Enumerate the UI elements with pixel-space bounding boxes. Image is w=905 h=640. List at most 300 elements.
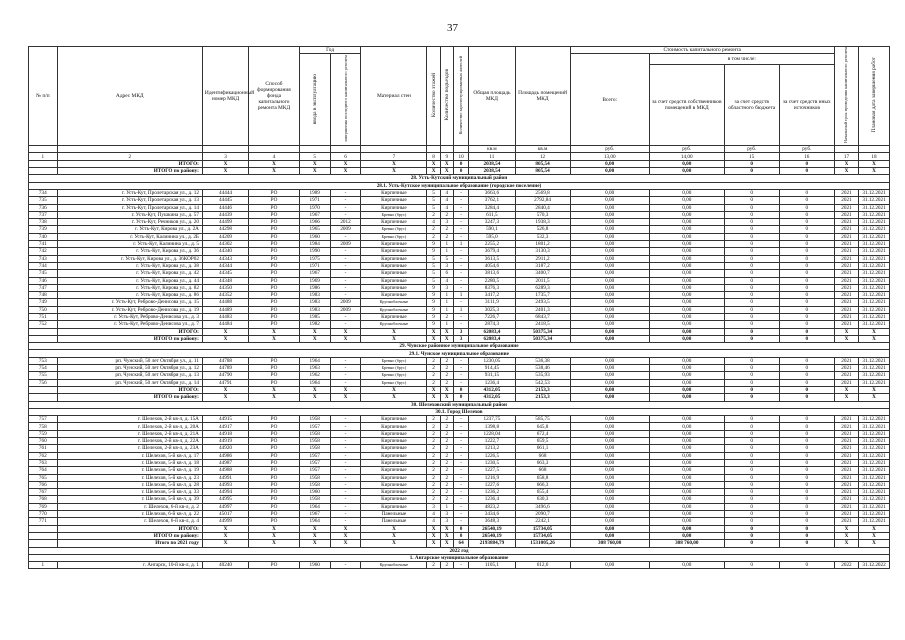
table-cell: - bbox=[453, 459, 468, 466]
table-cell: 0,00 bbox=[649, 284, 724, 291]
table-cell: - bbox=[453, 277, 468, 284]
table-cell: РО bbox=[249, 372, 300, 379]
address-cell: г. Ангарск, 10-й кв-л, д. 1 bbox=[57, 562, 202, 569]
table-cell: 2022 bbox=[834, 562, 858, 569]
table-cell: 31.12.2021 bbox=[859, 197, 890, 204]
table-cell: X bbox=[834, 532, 858, 539]
table-cell: 2 bbox=[427, 365, 440, 372]
table-cell: 1 bbox=[453, 306, 468, 313]
table-cell: 0 bbox=[724, 481, 779, 488]
table-cell: РО bbox=[249, 219, 300, 226]
table-cell: РО bbox=[249, 270, 300, 277]
table-cell: X bbox=[330, 540, 361, 547]
table-cell: 4 bbox=[427, 518, 440, 525]
table-cell: 668 bbox=[515, 467, 570, 474]
subsection-heading-row bbox=[29, 182, 890, 189]
table-cell: - bbox=[330, 503, 361, 510]
address-cell: г. Шелехов, 2-й кв-л, д. 23А bbox=[57, 445, 202, 452]
table-cell: 44445 bbox=[202, 197, 248, 204]
table-cell: 31.12.2021 bbox=[859, 459, 890, 466]
header-cost-total: Всего: bbox=[570, 54, 649, 146]
header-method: Способ формирования фонда капитального ремонта МКД bbox=[249, 47, 300, 146]
header-residents: Количество зарегистрированных жителей bbox=[458, 55, 464, 135]
table-cell: 1957 bbox=[299, 467, 330, 474]
table-cell: 1986 bbox=[299, 284, 330, 291]
header-year: Год bbox=[299, 47, 361, 54]
table-cell: 44483 bbox=[202, 314, 248, 321]
table-cell: 6843,7 bbox=[515, 314, 570, 321]
table-cell: 0 bbox=[779, 394, 834, 401]
table-row bbox=[29, 474, 890, 481]
table-cell: - bbox=[453, 379, 468, 386]
table-cell: 31.12.2021 bbox=[859, 211, 890, 218]
table-cell: 1 bbox=[440, 292, 453, 299]
table-cell: 2 bbox=[427, 226, 440, 233]
table-cell: 745 bbox=[29, 270, 58, 277]
unit-cell: кв.м bbox=[469, 146, 515, 153]
table-cell: 2009 bbox=[330, 241, 361, 248]
table-cell: - bbox=[453, 204, 468, 211]
header-year-last-repair: завершения последнего капитального ремонта bbox=[342, 55, 348, 143]
table-cell: 771 bbox=[29, 518, 58, 525]
table-cell: 1958 bbox=[299, 496, 330, 503]
table-cell: X bbox=[249, 335, 300, 342]
table-cell: 0,00 bbox=[570, 459, 649, 466]
address-cell: г. Усть-Кут, Пролетарская ул., д. 12 bbox=[57, 189, 202, 196]
address-cell: рп. Чунский, 50 лет Октября ул., д. 14 bbox=[57, 379, 202, 386]
address-cell: рп. Чунский, 50 лет Октября ул., д. 12 bbox=[57, 365, 202, 372]
table-cell: 1236,4 bbox=[469, 496, 515, 503]
table-cell: - bbox=[330, 314, 361, 321]
table-cell: Кирпичные bbox=[361, 489, 427, 496]
table-cell: 0 bbox=[724, 255, 779, 262]
table-cell: 0 bbox=[724, 306, 779, 313]
units-row bbox=[29, 146, 890, 153]
table-cell: РО bbox=[249, 255, 300, 262]
table-cell: 0,00 bbox=[570, 394, 649, 401]
table-cell: 44439 bbox=[202, 211, 248, 218]
table-cell: 2021 bbox=[834, 379, 858, 386]
table-cell: X bbox=[440, 168, 453, 175]
table-cell: 0,00 bbox=[570, 219, 649, 226]
table-cell bbox=[29, 168, 58, 175]
table-cell: 2021 bbox=[834, 219, 858, 226]
table-cell: 2021 bbox=[834, 459, 858, 466]
table-cell: 0 bbox=[779, 532, 834, 539]
total-row bbox=[29, 168, 890, 175]
column-number: 9 bbox=[440, 153, 453, 160]
table-cell: 0,00 bbox=[649, 532, 724, 539]
table-cell: X bbox=[202, 532, 248, 539]
table-cell: 0 bbox=[724, 459, 779, 466]
table-cell: 595,0 bbox=[469, 233, 515, 240]
table-cell: - bbox=[330, 459, 361, 466]
table-cell: 4 bbox=[427, 511, 440, 518]
table-cell: 2 bbox=[427, 445, 440, 452]
column-number: 16 bbox=[779, 153, 834, 160]
table-cell: 0 bbox=[724, 299, 779, 306]
table-cell: 3400,7 bbox=[515, 270, 570, 277]
table-cell: 4823,2 bbox=[469, 503, 515, 510]
total-row bbox=[29, 394, 890, 401]
table-cell: 536,38 bbox=[515, 357, 570, 364]
table-cell: 44444 bbox=[202, 189, 248, 196]
address-cell: г. Шелехов, 5-й кв-л, д. 19 bbox=[57, 467, 202, 474]
table-cell: Кирпичные bbox=[361, 438, 427, 445]
table-cell: 3762,1 bbox=[469, 197, 515, 204]
table-row bbox=[29, 445, 890, 452]
table-cell: 0 bbox=[779, 299, 834, 306]
table-body bbox=[29, 160, 890, 569]
table-cell: - bbox=[453, 503, 468, 510]
table-cell: 2021 bbox=[834, 284, 858, 291]
table-cell: 2021 bbox=[834, 481, 858, 488]
table-cell: 1 bbox=[440, 503, 453, 510]
table-cell: РО bbox=[249, 292, 300, 299]
table-cell: 0,00 bbox=[570, 284, 649, 291]
table-cell: 31.12.2021 bbox=[859, 430, 890, 437]
table-cell: X bbox=[859, 335, 890, 342]
table-cell: РО bbox=[249, 452, 300, 459]
table-cell: 590,1 bbox=[469, 226, 515, 233]
table-cell: 0,00 bbox=[570, 306, 649, 313]
table-cell: 44344 bbox=[202, 262, 248, 269]
table-cell: X bbox=[202, 540, 248, 547]
table-cell: 0 bbox=[724, 562, 779, 569]
table-cell: РО bbox=[249, 481, 300, 488]
table-cell: 3 bbox=[453, 335, 468, 342]
table-cell: 542,53 bbox=[515, 379, 570, 386]
header-total-area: Общая площадь МКД bbox=[469, 47, 515, 146]
table-cell: X bbox=[859, 328, 890, 335]
table-cell: X bbox=[440, 160, 453, 167]
table-cell: X bbox=[440, 540, 453, 547]
address-cell: г. Усть-Кут, Реброво-Денисова ул., д. 15 bbox=[57, 299, 202, 306]
address-cell: г. Усть-Кут, Кирова ул., д. 42 bbox=[57, 270, 202, 277]
table-cell: - bbox=[330, 248, 361, 255]
table-cell: 736 bbox=[29, 204, 58, 211]
table-cell: 0 bbox=[724, 445, 779, 452]
table-cell: 50375,34 bbox=[515, 335, 570, 342]
table-cell: 3496,6 bbox=[515, 503, 570, 510]
column-numbers-row bbox=[29, 153, 890, 160]
table-cell: X bbox=[834, 168, 858, 175]
table-cell: 743 bbox=[29, 255, 58, 262]
address-cell: г. Шелехов, 5-й кв-л, д. 28 bbox=[57, 481, 202, 488]
table-row bbox=[29, 452, 890, 459]
table-cell: X bbox=[330, 394, 361, 401]
table-cell: Кирпичные bbox=[361, 292, 427, 299]
table-cell: 0 bbox=[724, 292, 779, 299]
table-cell: 0,00 bbox=[570, 262, 649, 269]
table-cell: 3025,3 bbox=[469, 306, 515, 313]
table-cell: Кирпичные bbox=[361, 474, 427, 481]
table-cell: 2 bbox=[427, 481, 440, 488]
column-number: 15 bbox=[724, 153, 779, 160]
table-cell: 0,00 bbox=[649, 357, 724, 364]
table-cell: 4054,6 bbox=[469, 262, 515, 269]
address-cell: г. Усть-Кут, Калинина ул., д. 5 bbox=[57, 241, 202, 248]
table-cell: РО bbox=[249, 277, 300, 284]
column-number: 1 bbox=[29, 153, 58, 160]
table-cell: 0,00 bbox=[649, 292, 724, 299]
table-cell: 31.12.2021 bbox=[859, 372, 890, 379]
table-cell: РО bbox=[249, 299, 300, 306]
table-cell: 2021 bbox=[834, 197, 858, 204]
table-cell: 0,00 bbox=[570, 204, 649, 211]
total-row bbox=[29, 386, 890, 393]
table-cell: 2569,8 bbox=[515, 189, 570, 196]
table-cell: 0,00 bbox=[570, 445, 649, 452]
unit-cell bbox=[859, 146, 890, 153]
table-cell: РО bbox=[249, 306, 300, 313]
table-cell: 1967 bbox=[299, 211, 330, 218]
address-cell: г. Усть-Кут, Пролетарская ул., д. 14 bbox=[57, 204, 202, 211]
table-cell: Кирпичные bbox=[361, 219, 427, 226]
table-cell: X bbox=[361, 335, 427, 342]
table-cell: Кирпичные bbox=[361, 430, 427, 437]
table-cell: 2021 bbox=[834, 372, 858, 379]
table-cell: - bbox=[330, 233, 361, 240]
table-cell: 1 bbox=[440, 299, 453, 306]
table-cell: X bbox=[249, 540, 300, 547]
table-cell: Бревно (брус) bbox=[361, 379, 427, 386]
table-cell: 0 bbox=[724, 525, 779, 532]
table-cell: 3111,9 bbox=[469, 299, 515, 306]
table-cell: 0 bbox=[724, 241, 779, 248]
table-cell: X bbox=[249, 328, 300, 335]
table-cell: 661,1 bbox=[515, 445, 570, 452]
table-cell: 0,00 bbox=[570, 481, 649, 488]
table-cell: Крупноблочные bbox=[361, 299, 427, 306]
table-cell: 5 bbox=[427, 189, 440, 196]
table-row bbox=[29, 248, 890, 255]
table-cell: 0 bbox=[724, 540, 779, 547]
table-cell: 764 bbox=[29, 467, 58, 474]
table-cell: 1531005,26 bbox=[515, 540, 570, 547]
table-cell: X bbox=[299, 525, 330, 532]
table-cell: 1958 bbox=[299, 481, 330, 488]
table-cell: 2 bbox=[440, 365, 453, 372]
table-cell: 31.12.2021 bbox=[859, 321, 890, 328]
table-cell: 0 bbox=[724, 211, 779, 218]
table-row bbox=[29, 292, 890, 299]
table-cell: 31.12.2021 bbox=[859, 284, 890, 291]
table-cell: - bbox=[330, 277, 361, 284]
address-cell: г. Усть-Кут, Кирова ул., д. 38 bbox=[57, 262, 202, 269]
table-cell: 2 bbox=[440, 438, 453, 445]
table-row bbox=[29, 365, 890, 372]
table-cell: X bbox=[299, 394, 330, 401]
table-cell: 2021 bbox=[834, 423, 858, 430]
table-cell: 0 bbox=[779, 292, 834, 299]
table-cell: 2401,3 bbox=[515, 306, 570, 313]
table-cell: 44988 bbox=[202, 467, 248, 474]
table-cell: 2 bbox=[427, 423, 440, 430]
address-cell: г. Усть-Кут, Пушкина ул., д. 57 bbox=[57, 211, 202, 218]
table-cell: X bbox=[361, 386, 427, 393]
table-cell: 611,5 bbox=[469, 211, 515, 218]
address-cell: г. Шелехов, 2-й кв-л, д. 20А bbox=[57, 423, 202, 430]
table-cell: 9 bbox=[427, 299, 440, 306]
table-cell: 1958 bbox=[299, 438, 330, 445]
table-cell: Кирпичные bbox=[361, 445, 427, 452]
table-cell: 31.12.2022 bbox=[859, 562, 890, 569]
table-cell: 0 bbox=[453, 160, 468, 167]
total-row bbox=[29, 540, 890, 547]
table-cell: РО bbox=[249, 489, 300, 496]
table-cell: 26540,19 bbox=[469, 532, 515, 539]
table-cell: 0,00 bbox=[570, 255, 649, 262]
table-cell: 0,00 bbox=[570, 423, 649, 430]
table-row bbox=[29, 306, 890, 313]
table-cell: 2 bbox=[427, 474, 440, 481]
table-cell: - bbox=[453, 372, 468, 379]
table-cell: 2 bbox=[440, 452, 453, 459]
table-cell: 2493,5 bbox=[515, 299, 570, 306]
table-cell: 2 bbox=[427, 372, 440, 379]
table-cell: РО bbox=[249, 445, 300, 452]
table-row bbox=[29, 357, 890, 364]
table-cell: 2 bbox=[440, 379, 453, 386]
table-cell: - bbox=[330, 518, 361, 525]
table-cell: 1964 bbox=[299, 379, 330, 386]
header-cost: Стоимость капитального ремонта bbox=[570, 47, 834, 54]
table-cell: 0,00 bbox=[570, 503, 649, 510]
table-cell: - bbox=[330, 423, 361, 430]
table-cell: 64 bbox=[453, 540, 468, 547]
table-cell: - bbox=[453, 467, 468, 474]
table-cell: 31.12.2021 bbox=[859, 226, 890, 233]
table-cell: 4312,05 bbox=[469, 386, 515, 393]
table-cell: 44991 bbox=[202, 474, 248, 481]
table-cell: 0,00 bbox=[649, 197, 724, 204]
table-cell: 1982 bbox=[299, 321, 330, 328]
address-cell: г. Шелехов, 2-й кв-л, д. 22А bbox=[57, 438, 202, 445]
table-cell: 1398,8 bbox=[469, 423, 515, 430]
table-cell: 1964 bbox=[299, 503, 330, 510]
table-cell: 0,00 bbox=[570, 525, 649, 532]
table-cell: РО bbox=[249, 496, 300, 503]
table-cell: 2021 bbox=[834, 430, 858, 437]
section-heading: 29. Чунское районное муниципальное образование bbox=[29, 343, 890, 350]
table-cell: - bbox=[453, 219, 468, 226]
table-cell: 0 bbox=[724, 372, 779, 379]
table-cell: 31.12.2021 bbox=[859, 496, 890, 503]
table-cell: Кирпичные bbox=[361, 481, 427, 488]
table-cell: Бревно (брус) bbox=[361, 365, 427, 372]
table-cell: 805,54 bbox=[515, 168, 570, 175]
table-cell: 1958 bbox=[299, 474, 330, 481]
table-cell: 1 bbox=[440, 306, 453, 313]
table-cell bbox=[29, 386, 58, 393]
table-cell: 0,00 bbox=[649, 525, 724, 532]
table-cell: X bbox=[440, 532, 453, 539]
table-cell: 1227,5 bbox=[469, 467, 515, 474]
table-cell: - bbox=[453, 423, 468, 430]
table-cell: X bbox=[299, 335, 330, 342]
table-cell: 734 bbox=[29, 189, 58, 196]
table-cell: 44352 bbox=[202, 292, 248, 299]
table-cell: РО bbox=[249, 284, 300, 291]
table-cell: 1958 bbox=[299, 430, 330, 437]
table-cell: 2021 bbox=[834, 299, 858, 306]
table-cell: 0,00 bbox=[570, 299, 649, 306]
header-cost-owners: за счет средств собственников помещений в МКД bbox=[649, 65, 724, 146]
table-cell: X bbox=[427, 532, 440, 539]
table-cell: - bbox=[330, 197, 361, 204]
table-cell: - bbox=[330, 189, 361, 196]
table-cell: 2193884,79 bbox=[469, 540, 515, 547]
table-cell: РО bbox=[249, 430, 300, 437]
table-cell: 44790 bbox=[202, 372, 248, 379]
table-cell: X bbox=[330, 328, 361, 335]
table-cell: 0,00 bbox=[649, 379, 724, 386]
table-cell: 2 bbox=[427, 496, 440, 503]
table-cell: РО bbox=[249, 321, 300, 328]
unit-cell bbox=[202, 146, 248, 153]
table-cell: 2792,84 bbox=[515, 197, 570, 204]
table-cell: 31.12.2021 bbox=[859, 292, 890, 299]
table-cell: 2090,7 bbox=[515, 511, 570, 518]
table-cell: 2 bbox=[440, 489, 453, 496]
table-cell: X bbox=[859, 525, 890, 532]
header-cost-regional: за счет средств областного бюджета bbox=[724, 65, 779, 146]
table-cell: 2 bbox=[427, 357, 440, 364]
address-cell: г. Усть-Кут, Реброво-Денисова ул., д. 3 bbox=[57, 314, 202, 321]
table-cell: РО bbox=[249, 511, 300, 518]
table-cell: 31.12.2021 bbox=[859, 489, 890, 496]
table-cell: 1957 bbox=[299, 452, 330, 459]
table-cell: 0,00 bbox=[649, 511, 724, 518]
table-cell: - bbox=[453, 511, 468, 518]
table-cell: 3613,5 bbox=[469, 255, 515, 262]
address-cell: г. Усть-Кут, Кирова ул., д. 36КОР02 bbox=[57, 255, 202, 262]
table-cell: 0 bbox=[724, 357, 779, 364]
table-cell: 1983 bbox=[299, 299, 330, 306]
header-num: № п/п bbox=[29, 47, 58, 146]
table-cell: 0,00 bbox=[570, 467, 649, 474]
section-heading-row bbox=[29, 401, 890, 408]
total-label: ИТОГО по району: bbox=[57, 335, 202, 342]
table-cell: - bbox=[453, 445, 468, 452]
table-cell: 2021 bbox=[834, 226, 858, 233]
table-cell: - bbox=[453, 211, 468, 218]
table-cell: X bbox=[330, 168, 361, 175]
table-row bbox=[29, 467, 890, 474]
table-cell: 3284,4 bbox=[469, 204, 515, 211]
table-cell: X bbox=[834, 160, 858, 167]
table-cell: 0 bbox=[779, 489, 834, 496]
subsection-heading: 1. Ангарское муниципальное образование bbox=[29, 554, 890, 561]
table-cell: - bbox=[330, 467, 361, 474]
table-cell: 0 bbox=[724, 321, 779, 328]
table-row bbox=[29, 211, 890, 218]
table-cell: X bbox=[361, 328, 427, 335]
table-cell: РО bbox=[249, 379, 300, 386]
table-cell: 1228,04 bbox=[469, 430, 515, 437]
unit-cell bbox=[834, 146, 858, 153]
table-cell: 0 bbox=[724, 284, 779, 291]
table-cell: 2 bbox=[440, 445, 453, 452]
table-cell: 612,6 bbox=[515, 562, 570, 569]
table-cell: 44791 bbox=[202, 379, 248, 386]
repair-program-table bbox=[28, 46, 890, 569]
table-cell: Крупноблочные bbox=[361, 321, 427, 328]
table-cell: - bbox=[330, 416, 361, 423]
table-cell: 535,93 bbox=[515, 372, 570, 379]
table-cell: 0 bbox=[724, 328, 779, 335]
